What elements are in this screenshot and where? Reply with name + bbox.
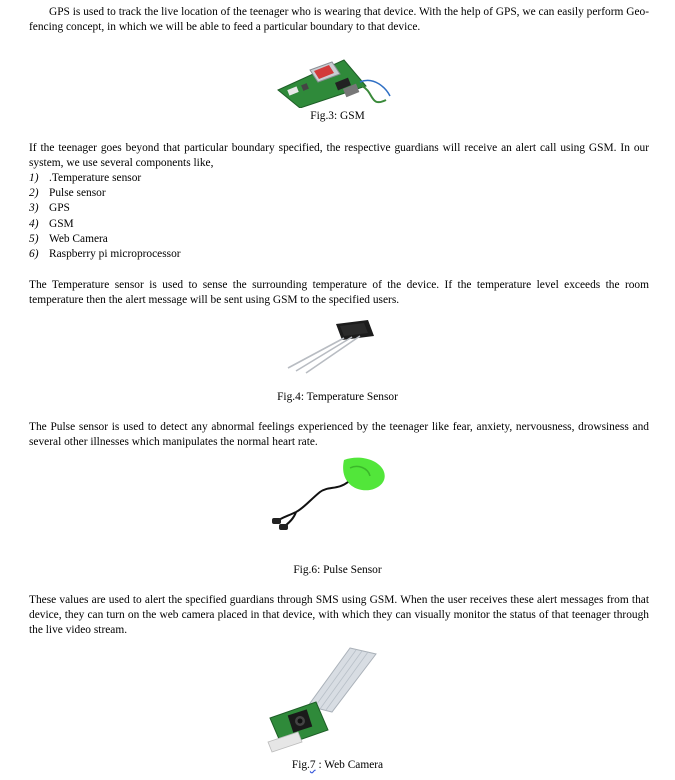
caption-camera (0, 758, 675, 773)
list-label: GPS (49, 202, 70, 215)
gsm-module-image (274, 52, 394, 108)
caption-camera-number: 7 (309, 759, 316, 771)
list-item (29, 186, 429, 201)
list-item (29, 247, 429, 262)
component-list (29, 171, 429, 262)
list-label: Web Camera (49, 232, 108, 245)
list-number: 5) (29, 232, 39, 245)
paragraph-gps: GPS is used to track the live location of the teenager who is wearing that device. With the help of GPS, we can easily perform Geo-fencing concept, in which we will be able to feed a particular boundary to that device. (29, 6, 649, 33)
paragraph-temperature: The Temperature sensor is used to sense the surrounding temperature of the device. If the temperature level exceeds the room temperature then the alert message will be sent using GSM to the specified users. (29, 279, 649, 306)
list-item (29, 217, 429, 232)
caption-pulse: Fig.6: Pulse Sensor (293, 564, 382, 576)
caption-gsm: Fig.3: GSM (310, 110, 365, 122)
paragraph-pulse: The Pulse sensor is used to detect any abnormal feelings experienced by the teenager like fear, anxiety, nervousness, drowsiness and several other illnesses which manipulates the normal heart rate. (29, 421, 649, 448)
list-item (29, 201, 429, 216)
paragraph-alert: These values are used to alert the specified guardians through SMS using GSM. When the user receives these alert messages from that device, they can turn on the web camera placed in that device, with which they can visually monitor the status of that teenager through the live video stream. (29, 594, 649, 636)
list-number: 2) (29, 187, 39, 200)
list-number: 3) (29, 202, 39, 215)
caption-temperature: Fig.4: Temperature Sensor (277, 391, 398, 403)
caption-camera-suffix: : Web Camera (315, 759, 384, 771)
web-camera-image (258, 646, 388, 754)
list-label: Raspberry pi microprocessor (49, 247, 181, 260)
temperature-sensor-image (284, 318, 384, 374)
list-number: 1) (29, 172, 39, 184)
list-item (29, 232, 429, 247)
list-number: 4) (29, 217, 39, 230)
list-label: .Temperature sensor (49, 172, 142, 184)
list-label: GSM (49, 217, 74, 230)
paragraph-boundary: If the teenager goes beyond that particular boundary specified, the respective guardians will receive an alert call using GSM. In our system, we use several components like, (29, 142, 649, 169)
list-item (29, 171, 429, 186)
pulse-sensor-image (268, 456, 398, 532)
list-label: Pulse sensor (49, 187, 106, 200)
list-number: 6) (29, 247, 39, 260)
caption-camera-prefix: Fig. (291, 759, 310, 771)
